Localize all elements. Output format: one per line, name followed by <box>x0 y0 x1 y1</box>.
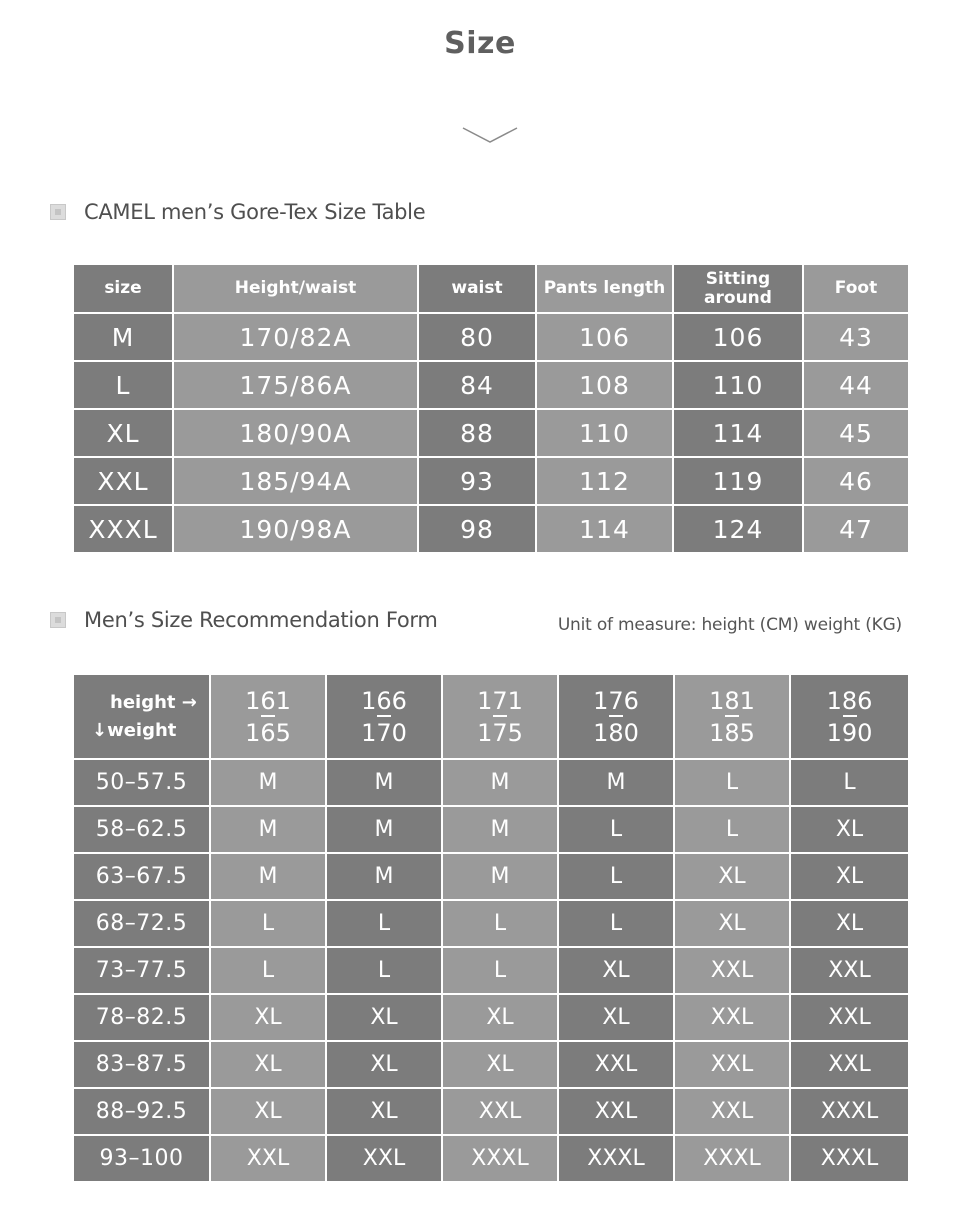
table-row <box>73 409 909 457</box>
size-cell: L <box>558 806 674 853</box>
recommendation-header-row <box>73 674 909 759</box>
size-cell: XL <box>790 806 909 853</box>
size-cell: XL <box>210 994 326 1041</box>
chevron-down-icon <box>462 124 518 146</box>
size-cell: XL <box>674 853 790 900</box>
size-table-header-row <box>73 264 909 313</box>
table-cell: 106 <box>536 313 673 361</box>
unit-of-measure-note: Unit of measure: height (CM) weight (KG) <box>557 615 902 635</box>
size-cell: XXXL <box>558 1135 674 1182</box>
weight-range-cell: 50–57.5 <box>73 759 210 806</box>
table-row <box>73 900 909 947</box>
size-cell: L <box>326 900 442 947</box>
table-cell: 114 <box>673 409 803 457</box>
weight-range-cell: 83–87.5 <box>73 1041 210 1088</box>
size-cell: XL <box>790 853 909 900</box>
height-range-header <box>674 674 790 759</box>
height-max: 180 <box>593 718 639 747</box>
size-table-title: CAMEL men’s Gore-Tex Size Table <box>84 200 426 224</box>
size-cell: L <box>210 947 326 994</box>
size-cell: L <box>790 759 909 806</box>
weight-range-cell: 68–72.5 <box>73 900 210 947</box>
height-min: 161 <box>245 686 291 715</box>
table-row <box>73 505 909 553</box>
height-max: 170 <box>361 718 407 747</box>
square-bullet-icon <box>50 204 66 220</box>
weight-range-cell: 58–62.5 <box>73 806 210 853</box>
size-cell: XXL <box>558 1088 674 1135</box>
table-cell: L <box>73 361 173 409</box>
table-cell: 170/82A <box>173 313 418 361</box>
table-cell: 114 <box>536 505 673 553</box>
height-min: 166 <box>361 686 407 715</box>
table-cell: M <box>73 313 173 361</box>
size-cell: M <box>210 806 326 853</box>
table-cell: 119 <box>673 457 803 505</box>
size-table-heading <box>50 200 425 224</box>
table-row <box>73 759 909 806</box>
size-cell: L <box>442 947 558 994</box>
size-cell: XXL <box>790 994 909 1041</box>
column-header: Sitting around <box>673 264 803 313</box>
table-cell: 180/90A <box>173 409 418 457</box>
size-cell: M <box>326 759 442 806</box>
table-row <box>73 1135 909 1182</box>
size-cell: XL <box>790 900 909 947</box>
table-row <box>73 853 909 900</box>
column-header: Foot <box>803 264 909 313</box>
size-cell: XXL <box>790 947 909 994</box>
table-row <box>73 313 909 361</box>
size-cell: XL <box>326 994 442 1041</box>
table-cell: 110 <box>673 361 803 409</box>
table-row <box>73 994 909 1041</box>
height-max: 175 <box>477 718 523 747</box>
size-cell: L <box>674 759 790 806</box>
size-cell: XXL <box>442 1088 558 1135</box>
size-cell: XXXL <box>442 1135 558 1182</box>
size-cell: XXXL <box>674 1135 790 1182</box>
size-cell: XL <box>674 900 790 947</box>
arrow-down-icon: ↓ <box>92 719 108 741</box>
size-cell: XL <box>210 1088 326 1135</box>
size-cell: M <box>326 806 442 853</box>
size-cell: M <box>210 759 326 806</box>
page-title: Size <box>444 26 516 61</box>
size-cell: XXL <box>210 1135 326 1182</box>
weight-range-cell: 93–100 <box>73 1135 210 1182</box>
size-cell: L <box>210 900 326 947</box>
height-min: 186 <box>826 686 873 715</box>
corner-header <box>73 674 210 759</box>
size-cell: M <box>326 853 442 900</box>
table-cell: 43 <box>803 313 909 361</box>
size-cell: M <box>442 759 558 806</box>
table-cell: 88 <box>418 409 536 457</box>
table-cell: 84 <box>418 361 536 409</box>
weight-range-cell: 78–82.5 <box>73 994 210 1041</box>
size-cell: L <box>442 900 558 947</box>
size-cell: XL <box>326 1041 442 1088</box>
arrow-right-icon: → <box>181 691 197 713</box>
table-cell: 112 <box>536 457 673 505</box>
size-cell: M <box>442 853 558 900</box>
size-cell: M <box>558 759 674 806</box>
corner-height-label: height <box>110 691 176 713</box>
height-range-header <box>790 674 909 759</box>
table-cell: XXXL <box>73 505 173 553</box>
table-cell: 175/86A <box>173 361 418 409</box>
size-cell: XL <box>558 947 674 994</box>
weight-range-cell: 73–77.5 <box>73 947 210 994</box>
size-cell: XXL <box>674 947 790 994</box>
table-cell: 93 <box>418 457 536 505</box>
column-header: Pants length <box>536 264 673 313</box>
table-cell: 47 <box>803 505 909 553</box>
table-cell: 108 <box>536 361 673 409</box>
size-cell: XL <box>326 1088 442 1135</box>
size-cell: XXL <box>674 1088 790 1135</box>
size-cell: L <box>558 853 674 900</box>
table-row <box>73 457 909 505</box>
table-cell: 124 <box>673 505 803 553</box>
table-row <box>73 1088 909 1135</box>
table-cell: 80 <box>418 313 536 361</box>
column-header: size <box>73 264 173 313</box>
table-row <box>73 947 909 994</box>
table-cell: XXL <box>73 457 173 505</box>
size-cell: L <box>558 900 674 947</box>
size-cell: M <box>210 853 326 900</box>
height-range-header <box>558 674 674 759</box>
table-cell: 190/98A <box>173 505 418 553</box>
table-cell: 185/94A <box>173 457 418 505</box>
size-cell: XXL <box>558 1041 674 1088</box>
table-cell: 98 <box>418 505 536 553</box>
recommendation-title: Men’s Size Recommendation Form <box>84 608 438 632</box>
size-cell: XL <box>442 1041 558 1088</box>
height-max: 185 <box>709 718 755 747</box>
size-cell: XXL <box>674 994 790 1041</box>
size-cell: M <box>442 806 558 853</box>
column-header: Height/waist <box>173 264 418 313</box>
height-min: 171 <box>477 686 523 715</box>
size-cell: XXXL <box>790 1135 909 1182</box>
table-cell: 106 <box>673 313 803 361</box>
table-cell: 46 <box>803 457 909 505</box>
height-min: 181 <box>709 686 755 715</box>
square-bullet-icon <box>50 612 66 628</box>
table-cell: XL <box>73 409 173 457</box>
size-cell: XXL <box>674 1041 790 1088</box>
height-range-header <box>326 674 442 759</box>
table-cell: 110 <box>536 409 673 457</box>
weight-range-cell: 63–67.5 <box>73 853 210 900</box>
size-cell: L <box>326 947 442 994</box>
corner-weight-label: weight <box>107 719 177 741</box>
table-row <box>73 806 909 853</box>
size-cell: XXL <box>326 1135 442 1182</box>
table-cell: 44 <box>803 361 909 409</box>
height-range-header <box>210 674 326 759</box>
size-cell: XL <box>442 994 558 1041</box>
table-row <box>73 1041 909 1088</box>
size-cell: L <box>674 806 790 853</box>
size-cell: XXXL <box>790 1088 909 1135</box>
table-cell: 45 <box>803 409 909 457</box>
recommendation-heading <box>50 608 438 632</box>
size-table <box>72 263 910 554</box>
column-header: waist <box>418 264 536 313</box>
height-range-header <box>442 674 558 759</box>
table-row <box>73 361 909 409</box>
size-cell: XL <box>210 1041 326 1088</box>
height-max: 190 <box>826 718 873 747</box>
height-min: 176 <box>593 686 639 715</box>
size-cell: XXL <box>790 1041 909 1088</box>
weight-range-cell: 88–92.5 <box>73 1088 210 1135</box>
recommendation-table <box>72 673 910 1183</box>
size-cell: XL <box>558 994 674 1041</box>
height-max: 165 <box>245 718 291 747</box>
